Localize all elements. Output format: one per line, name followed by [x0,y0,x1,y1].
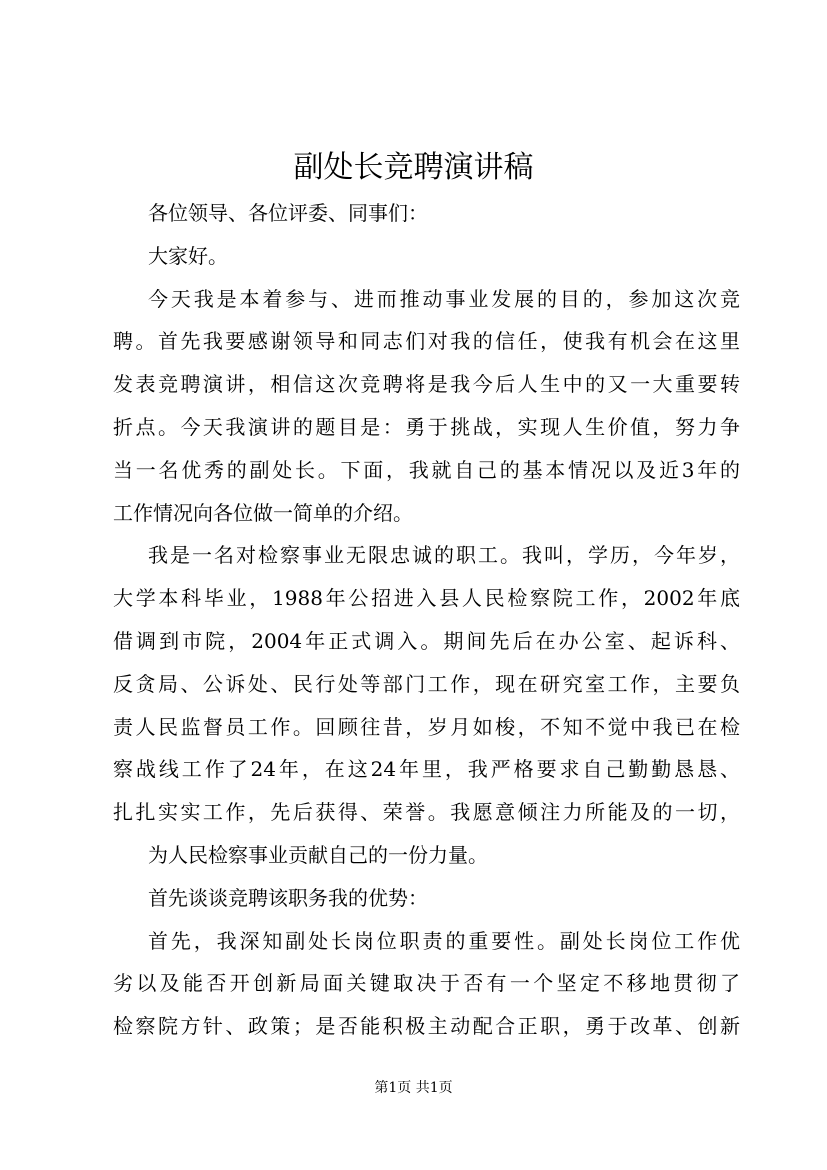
text-line: 我是一名对检察事业无限忠诚的职工。我叫，学历，今年岁， [148,543,740,568]
text-line: 工作情况向各位做一简单的介绍。 [113,500,413,525]
text-line: 折点。今天我演讲的题目是：勇于挑战，实现人生价值，努力争 [113,415,740,439]
text-line: 各位领导、各位评委、同事们： [148,201,428,225]
text-line: 察战线工作了24年，在这24年里，我严格要求自己勤勤恳恳、 [113,757,740,782]
document-title: 副处长竞聘演讲稿 [293,150,534,185]
text-line: 责人民监督员工作。回顾往昔，岁月如梭，不知不觉中我已在检 [113,714,740,739]
text-line: 反贪局、公诉处、民行处等部门工作，现在研究室工作，主要负 [113,671,740,696]
text-line: 大学本科毕业，1988年公招进入县人民检察院工作，2002年底 [113,586,740,611]
text-line: 扎扎实实工作，先后获得、荣誉。我愿意倾注力所能及的一切， [113,800,740,825]
text-line: 检察院方针、政策；是否能积极主动配合正职，勇于改革、创新 [113,1014,740,1039]
text-line: 首先，我深知副处长岗位职责的重要性。副处长岗位工作优 [148,928,740,953]
text-line: 今天我是本着参与、进而推动事业发展的目的，参加这次竞 [148,286,740,311]
text-line: 为人民检察事业贡献自己的一份力量。 [148,843,488,867]
text-line: 聘。首先我要感谢领导和同志们对我的信任，使我有机会在这里 [113,329,740,354]
text-line: 大家好。 [148,243,228,268]
text-line: 当一名优秀的副处长。下面，我就自己的基本情况以及近3年的 [113,457,740,482]
text-line: 发表竞聘演讲，相信这次竞聘将是我今后人生中的又一大重要转 [113,372,740,397]
page-footer: 第1页 共1页 [374,1080,453,1096]
text-line: 首先谈谈竞聘该职务我的优势： [148,885,428,910]
text-line: 借调到市院，2004年正式调入。期间先后在办公室、起诉科、 [113,629,740,653]
text-line: 劣以及能否开创新局面关键取决于否有一个坚定不移地贯彻了 [113,971,740,996]
